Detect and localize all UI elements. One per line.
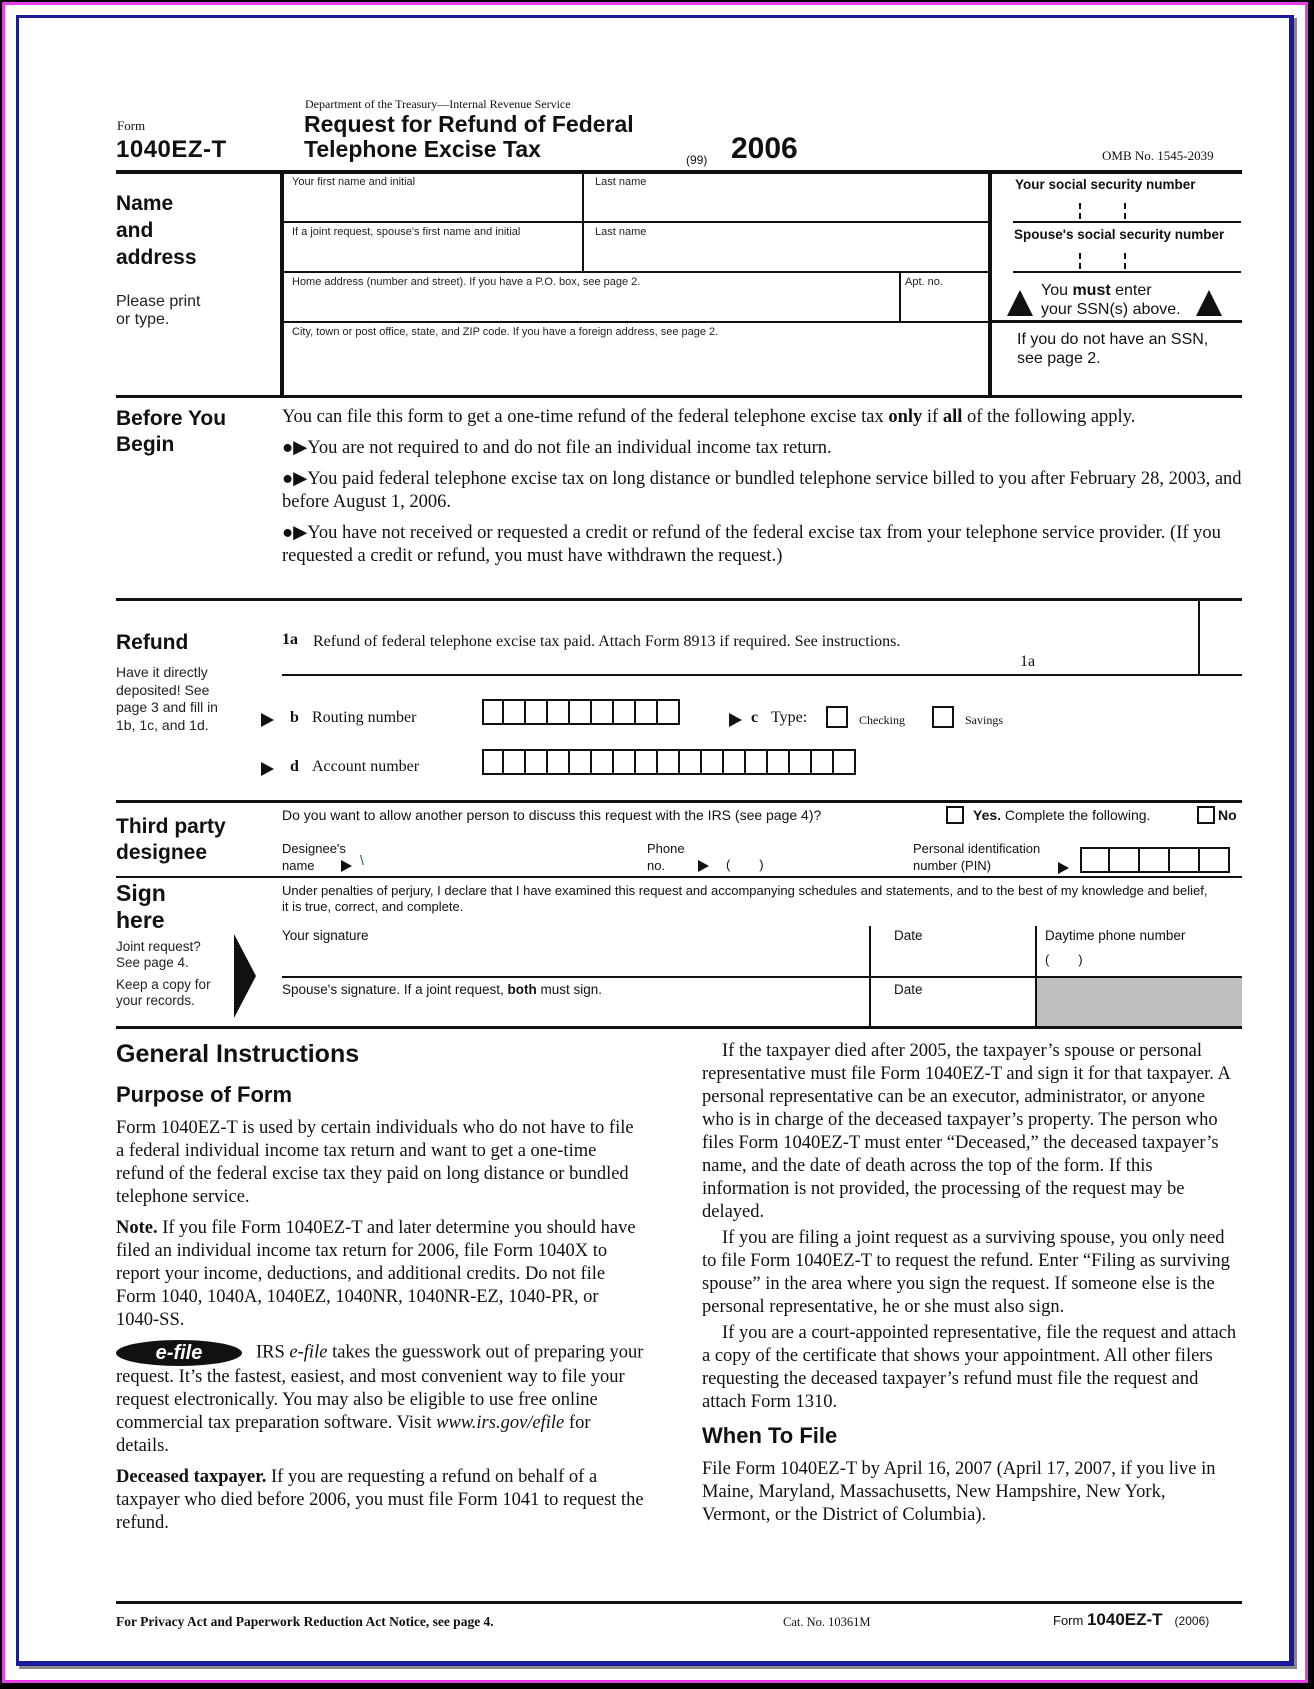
line-1a-text: Refund of federal telephone excise tax paid. Attach Form 8913 if required. See instructions. — [313, 633, 901, 650]
spouse-first-name-field[interactable]: If a joint request, spouse's first name and initial — [292, 226, 521, 238]
form-code: (99) — [686, 153, 708, 167]
designee-name-input[interactable]: \ — [360, 852, 364, 868]
account-number-input[interactable] — [482, 749, 856, 775]
designee-phone-input[interactable]: ( ) — [726, 857, 764, 872]
divider — [282, 221, 990, 223]
divider — [988, 172, 992, 396]
bullet-arrow-icon: ●▶ — [282, 469, 308, 489]
last-name-field[interactable]: Last name — [595, 176, 647, 188]
phone-label: Phone no. — [647, 841, 685, 873]
divider — [1013, 271, 1241, 273]
your-signature-field[interactable]: Your signature — [282, 928, 369, 943]
pin-label: Personal identification number (PIN) — [913, 841, 1041, 873]
refund-amount-field[interactable] — [1045, 600, 1195, 674]
instructions-left-column — [116, 1117, 646, 1543]
line-c-letter: c — [751, 709, 759, 726]
divider — [116, 1026, 1242, 1029]
when-to-file-paragraph: File Form 1040EZ-T by April 16, 2007 (April 17, 2007, if you live in Maine, Maryland, Massachusetts, New Hampshire, New York, Vermont, or the District of Columbia). — [702, 1459, 1216, 1525]
form-label: Form — [117, 118, 146, 133]
home-address-field[interactable]: Home address (number and street). If you have a P.O. box, see page 2. — [292, 276, 641, 288]
line-1a-number: 1a — [282, 631, 298, 648]
ssn-separator — [1124, 203, 1126, 219]
print-note: Please print or type. — [116, 293, 201, 328]
instructions-right-column — [702, 1040, 1237, 1527]
divider — [990, 320, 1242, 323]
general-instructions-heading: General Instructions — [116, 1040, 360, 1068]
designee-question: Do you want to allow another person to discuss this request with the IRS (see page 4)? — [282, 807, 822, 823]
ssn-separator — [1079, 203, 1081, 219]
city-state-zip-field[interactable]: City, town or post office, state, and ZIP code. If you have a foreign address, see page 2. — [292, 326, 719, 338]
arrow-right-icon — [261, 762, 274, 776]
no-ssn-note: If you do not have an SSN, see page 2. — [1017, 331, 1209, 367]
routing-number-label: Routing number — [312, 709, 417, 726]
savings-label: Savings — [965, 713, 1004, 727]
designee-yes-checkbox[interactable] — [946, 806, 964, 824]
divider — [116, 1601, 1242, 1604]
form-title-line1: Request for Refund of Federal — [304, 111, 634, 137]
form-title-line2: Telephone Excise Tax — [304, 136, 541, 162]
apt-number-field[interactable]: Apt. no. — [905, 276, 943, 288]
bullet-arrow-icon: ●▶ — [282, 523, 308, 543]
before-you-begin-text: You can file this form to get a one-time refund of the federal telephone excise tax only if all of the following apply. ●▶You are not required to and do not file an individual income tax return. ●▶You paid federal telephone excise tax on long distance or bundled telephone service billed to you after February 28, 2003, and before August 1, 2006. ●▶You have not received or requested a credit or refund of the federal excise tax from your telephone service provider. (If you requested a credit or refund, you must have withdrawn the request.) — [282, 407, 1242, 566]
when-to-file-heading: When To File — [702, 1423, 838, 1448]
tax-year: 2006 — [731, 132, 798, 165]
refund-note: Have it directly deposited! See page 3 and fill in 1b, 1c, and 1d. — [116, 664, 218, 733]
divider — [1198, 600, 1200, 675]
divider — [899, 272, 901, 322]
shaded-cell — [1037, 978, 1242, 1026]
department: Department of the Treasury—Internal Revenue Service — [305, 97, 571, 111]
arrow-right-icon — [341, 860, 352, 872]
divider — [116, 395, 1242, 398]
divider — [282, 674, 1242, 676]
section-title-name: Name and address — [116, 192, 197, 269]
sign-arrow-icon — [234, 934, 256, 1018]
daytime-phone-field[interactable]: Daytime phone number ( ) — [1045, 928, 1186, 967]
bullet-arrow-icon: ●▶ — [282, 438, 308, 458]
ssn-separator — [1124, 253, 1126, 269]
ssn-separator — [1079, 253, 1081, 269]
line-b-letter: b — [290, 709, 299, 726]
note-paragraph: Note. If you file Form 1040EZ-T and later determine you should have filed an individual income tax return for 2006, file Form 1040X to report your income, deductions, and additional credits. Do not file Form 1040, 1040A, 1040EZ, 1040NR, 1040NR-EZ, 1040-PR, or 1040-SS. — [116, 1218, 636, 1330]
checking-checkbox[interactable] — [826, 706, 848, 728]
catalog-number: Cat. No. 10361M — [783, 1615, 871, 1629]
efile-paragraph: e-file IRS e-file takes the guesswork out of preparing your request. It’s the fastest, easiest, and most convenient way to file your request electronically. You may also be eligible to use free online commercial tax preparation software. Visit www.irs.gov/efile for details. — [116, 1342, 644, 1456]
bullet-item: ●▶You have not received or requested a credit or refund of the federal excise tax from your telephone service provider. (If you requested a credit or refund, you must have withdrawn the request.) — [282, 523, 1221, 566]
efile-logo-icon: e-file — [116, 1340, 242, 1366]
spouse-signature-field[interactable]: Spouse's signature. If a joint request, both must sign. — [282, 982, 602, 997]
court-appointed-paragraph: If you are a court-appointed representative, file the request and attach a copy of the certificate that shows your appointment. All other filers requesting the deceased taxpayer’s refund must file the request and attach Form 1310. — [702, 1323, 1237, 1412]
section-title-sign-here: Sign here — [116, 880, 166, 933]
designee-no-label: No — [1218, 807, 1237, 823]
signature-date-field[interactable]: Date — [894, 928, 923, 943]
purpose-of-form-heading: Purpose of Form — [116, 1082, 293, 1107]
must-enter-ssn-note: You must enter your SSN(s) above. — [1041, 282, 1181, 318]
arrow-right-icon — [729, 713, 742, 727]
keep-copy-note: Keep a copy for your records. — [116, 977, 211, 1008]
routing-number-input[interactable] — [482, 699, 680, 725]
account-number-label: Account number — [312, 758, 420, 775]
privacy-notice: For Privacy Act and Paperwork Reduction Act Notice, see page 4. — [116, 1614, 494, 1629]
surviving-spouse-paragraph: If you are filing a joint request as a surviving spouse, you only need to file Form 1040EZ-T to request the refund. Enter “Filing as surviving spouse” in the area where you sign the request. If someone else is the personal representative, he or she must also sign. — [702, 1228, 1230, 1317]
checking-label: Checking — [859, 713, 905, 727]
footer-form-id: Form 1040EZ-T (2006) — [1053, 1610, 1210, 1629]
section-title-third-party: Third party designee — [116, 815, 226, 864]
line-1a-box-label: 1a — [1020, 653, 1036, 670]
arrow-right-icon — [698, 860, 709, 872]
spouse-ssn-field[interactable]: Spouse's social security number — [1014, 227, 1225, 242]
divider — [280, 172, 284, 396]
warning-triangle-icon — [1196, 290, 1222, 316]
arrow-right-icon — [1058, 862, 1069, 874]
efile-link[interactable]: www.irs.gov/efile — [436, 1413, 565, 1433]
form-number: 1040EZ-T — [116, 136, 227, 163]
omb-number: OMB No. 1545-2039 — [1102, 148, 1214, 163]
spouse-last-name-field[interactable]: Last name — [595, 226, 647, 238]
section-title-refund: Refund — [116, 631, 189, 654]
savings-checkbox[interactable] — [932, 706, 954, 728]
account-type-label: Type: — [771, 709, 808, 726]
designee-yes-label: Yes. Complete the following. — [973, 807, 1151, 823]
divider — [116, 170, 1242, 174]
deceased-after-2005-paragraph: If the taxpayer died after 2005, the taxpayer’s spouse or personal representative must file Form 1040EZ-T and sign it for that taxpayer. A personal representative can be an executor, administrator, or anyone who is in charge of the deceased taxpayer’s property. The person who files Form 1040EZ-T must enter “Deceased,” the deceased taxpayer’s name, and the date of death across the top of the form. If this information is not provided, the processing of the request may be delayed. — [702, 1041, 1230, 1222]
warning-triangle-icon — [1007, 290, 1033, 316]
designee-name-label: Designee's name — [282, 841, 346, 873]
bullet-item: ●▶You paid federal telephone excise tax on long distance or bundled telephone service billed to you after February 28, 2003, and before August 1, 2006. — [282, 469, 1242, 512]
divider — [1013, 221, 1241, 223]
spouse-signature-date-field[interactable]: Date — [894, 982, 923, 997]
pin-input[interactable] — [1080, 847, 1230, 873]
line-d-letter: d — [290, 758, 299, 775]
first-name-field[interactable]: Your first name and initial — [292, 176, 416, 188]
section-title-before-you-begin: Before You Begin — [116, 407, 227, 456]
divider — [116, 876, 1242, 878]
perjury-declaration: Under penalties of perjury, I declare that I have examined this request and accompanying schedules and statements, and to the best of my knowledge and belief, it is true, correct, and complete. — [282, 883, 1208, 914]
purpose-paragraph: Form 1040EZ-T is used by certain individuals who do not have to file a federal individual income tax return and want to get a one-time refund of the federal excise tax they paid on long distance or bundled telephone service. — [116, 1118, 634, 1207]
bullet-item: ●▶You are not required to and do not file an individual income tax return. — [282, 438, 832, 458]
divider — [282, 271, 990, 273]
arrow-right-icon — [261, 713, 274, 727]
ssn-field[interactable]: Your social security number — [1015, 177, 1196, 192]
designee-no-checkbox[interactable] — [1197, 806, 1215, 824]
divider — [282, 321, 990, 323]
joint-request-note: Joint request? See page 4. — [116, 939, 201, 970]
deceased-paragraph: Deceased taxpayer. If you are requesting a refund on behalf of a taxpayer who died before 2006, you must file Form 1041 to request the refund. — [116, 1467, 644, 1533]
divider — [116, 800, 1242, 803]
